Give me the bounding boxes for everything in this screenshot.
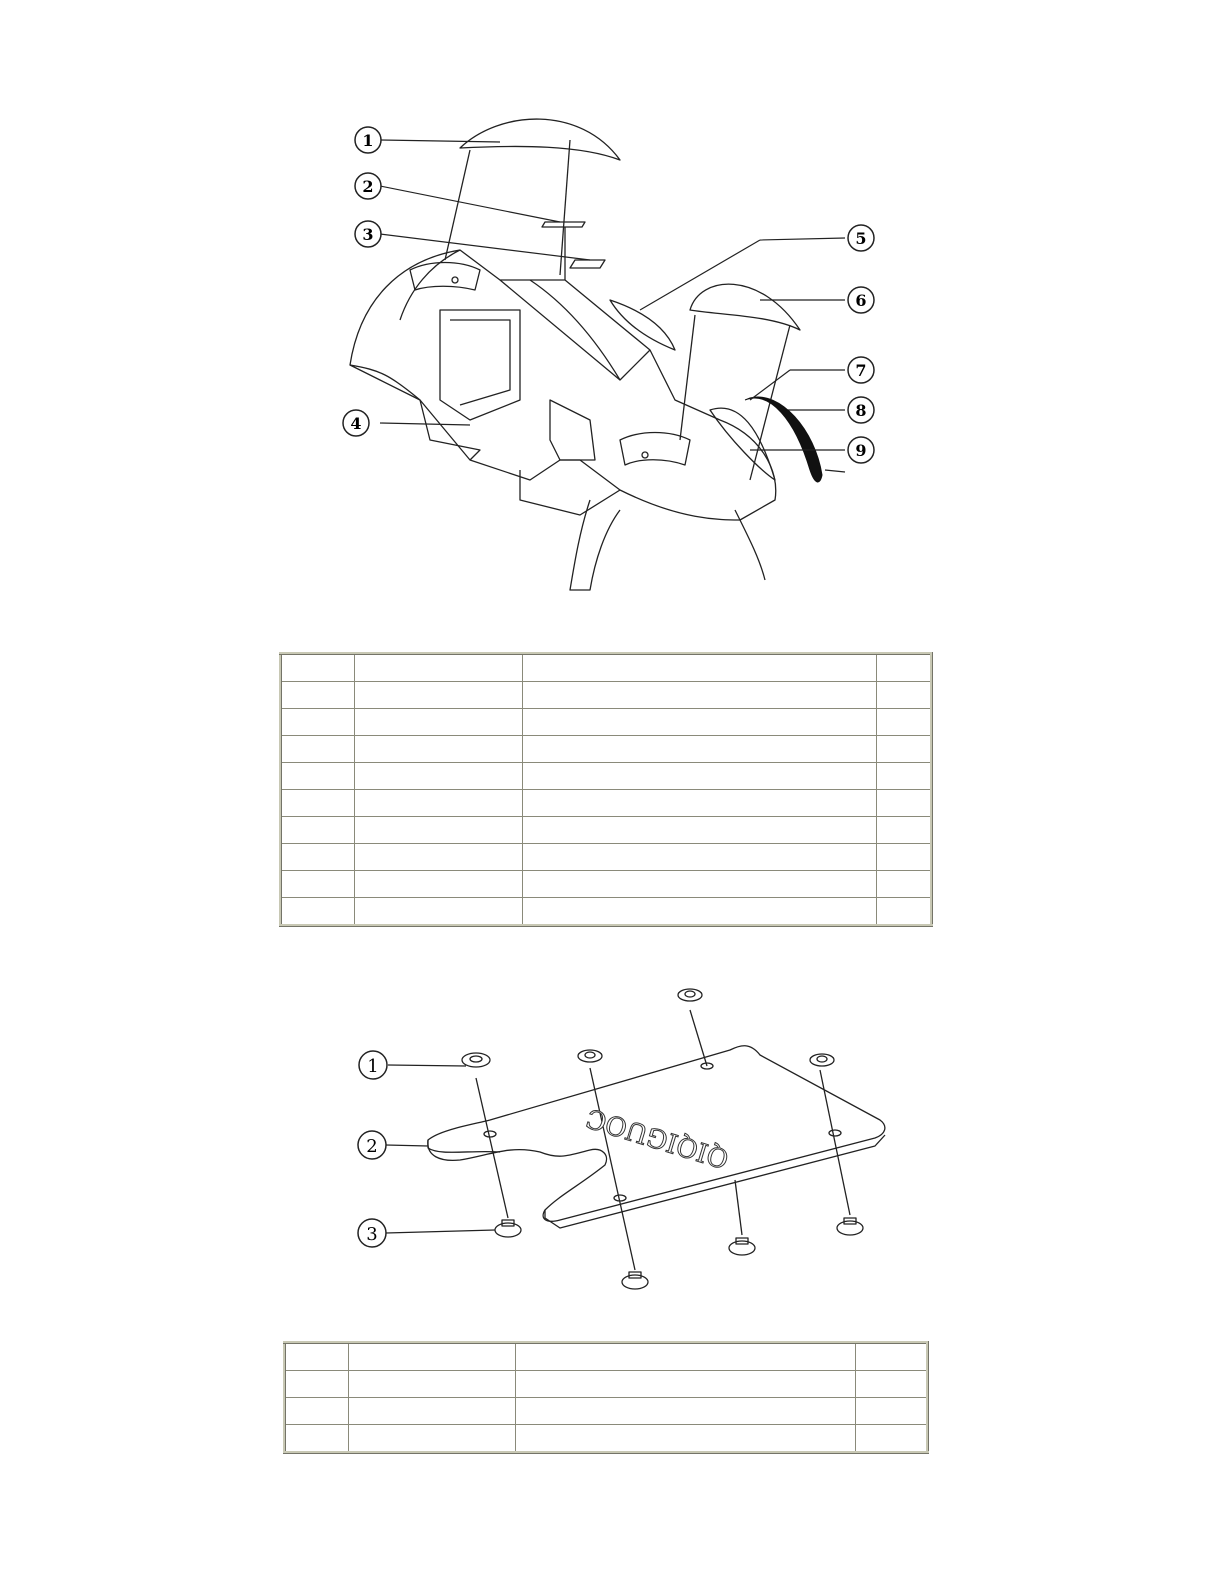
table-cell — [522, 682, 876, 709]
table-cell — [877, 898, 932, 926]
callout-2-label: 2 — [362, 177, 374, 196]
table-cell — [515, 1425, 855, 1453]
parts-table-1 — [279, 652, 933, 927]
callout-8-label: 8 — [855, 401, 867, 420]
fig2-callout-3 — [358, 1219, 386, 1247]
table-cell — [522, 790, 876, 817]
callout-4 — [343, 410, 369, 436]
fender-diagram-svg — [320, 100, 920, 600]
part1-cover — [460, 119, 620, 160]
table-cell — [285, 1425, 349, 1453]
table-cell — [348, 1425, 515, 1453]
callout-5 — [848, 225, 874, 251]
table-cell — [281, 790, 355, 817]
table-cell — [856, 1425, 928, 1453]
table-cell — [877, 682, 932, 709]
table-cell — [281, 736, 355, 763]
table-cell — [515, 1398, 855, 1425]
table-cell — [522, 709, 876, 736]
table-row — [281, 898, 932, 926]
plate-logo: QIQIGUOC — [582, 1101, 733, 1174]
table-row — [281, 871, 932, 898]
table-cell — [285, 1343, 349, 1371]
table-cell — [522, 898, 876, 926]
table-cell — [515, 1343, 855, 1371]
table-cell — [281, 682, 355, 709]
part6-cover — [690, 284, 800, 330]
table-cell — [281, 817, 355, 844]
parts-table-2 — [283, 1341, 929, 1454]
fig2-callout-1-label: 1 — [367, 1056, 379, 1077]
table-cell — [348, 1343, 515, 1371]
table-cell — [354, 709, 522, 736]
fig2-callout-1 — [359, 1051, 387, 1079]
table-row — [285, 1398, 928, 1425]
callout-9-label: 9 — [855, 441, 867, 460]
callout-1 — [355, 127, 381, 153]
table-cell — [877, 709, 932, 736]
callout-3 — [355, 221, 381, 247]
callout-7-label: 7 — [855, 361, 867, 380]
table-cell — [515, 1371, 855, 1398]
fender-exploded-diagram — [320, 100, 920, 600]
table-cell — [522, 736, 876, 763]
table-cell — [354, 898, 522, 926]
table-row — [281, 790, 932, 817]
deck-plate-exploded-diagram — [340, 980, 920, 1300]
table-cell — [281, 871, 355, 898]
table-cell — [281, 654, 355, 682]
table-cell — [281, 898, 355, 926]
table-cell — [522, 763, 876, 790]
table-cell — [354, 654, 522, 682]
table-row — [285, 1371, 928, 1398]
table-cell — [348, 1371, 515, 1398]
table-row — [281, 709, 932, 736]
table-cell — [354, 736, 522, 763]
table-cell — [522, 844, 876, 871]
table-cell — [354, 682, 522, 709]
callout-9 — [848, 437, 874, 463]
callout-2 — [355, 173, 381, 199]
callout-1-label: 1 — [362, 131, 374, 150]
table-cell — [522, 871, 876, 898]
table-cell — [354, 844, 522, 871]
callout-7 — [848, 357, 874, 383]
table-cell — [281, 844, 355, 871]
table-cell — [354, 817, 522, 844]
table-cell — [877, 736, 932, 763]
table-cell — [877, 871, 932, 898]
callout-6 — [848, 287, 874, 313]
table-cell — [877, 654, 932, 682]
table-cell — [856, 1398, 928, 1425]
table-cell — [522, 817, 876, 844]
table-row — [281, 817, 932, 844]
table-row — [281, 654, 932, 682]
table-cell — [877, 817, 932, 844]
table-cell — [877, 763, 932, 790]
table-cell — [877, 790, 932, 817]
table-row — [281, 763, 932, 790]
table-cell — [877, 844, 932, 871]
table-row — [285, 1343, 928, 1371]
fig2-callout-2 — [358, 1131, 386, 1159]
table-cell — [285, 1398, 349, 1425]
deck-plate-diagram-svg — [340, 980, 920, 1300]
callout-3-label: 3 — [362, 225, 374, 244]
callout-5-label: 5 — [855, 229, 867, 248]
table-cell — [522, 654, 876, 682]
fig2-callout-3-label: 3 — [366, 1224, 378, 1245]
table-cell — [856, 1371, 928, 1398]
table-cell — [281, 763, 355, 790]
table-row — [281, 736, 932, 763]
fig2-callout-2-label: 2 — [366, 1136, 378, 1157]
table-row — [281, 844, 932, 871]
table-row — [285, 1425, 928, 1453]
table-cell — [281, 709, 355, 736]
callout-6-label: 6 — [855, 291, 867, 310]
callout-8 — [848, 397, 874, 423]
table-cell — [856, 1343, 928, 1371]
table-cell — [348, 1398, 515, 1425]
table-cell — [285, 1371, 349, 1398]
table-cell — [354, 871, 522, 898]
table-cell — [354, 790, 522, 817]
table-cell — [354, 763, 522, 790]
callout-4-label: 4 — [350, 414, 362, 433]
table-row — [281, 682, 932, 709]
